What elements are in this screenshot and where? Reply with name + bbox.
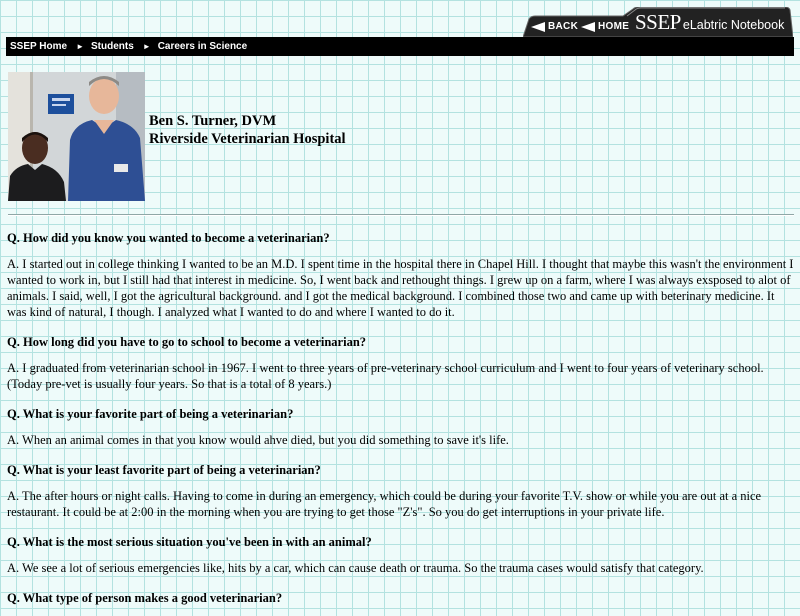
answer: A. I graduated from veterinarian school in 1967. I went to three years of pre-veterinary school curriculum and I went to four years of veterinary school. (Today pre-vet is usually four years. So that is a total of 8 years.)	[7, 361, 764, 391]
breadcrumb-students[interactable]: Students	[90, 41, 134, 52]
question: Q. What is your least favorite part of being a veterinarian?	[7, 463, 321, 477]
answer: A. When an animal comes in that you know would ahve died, but you did something to save it's life.	[7, 433, 509, 447]
profile-photo-illustration	[8, 72, 145, 201]
breadcrumb-separator-icon: ►	[142, 42, 151, 51]
question: Q. How long did you have to go to school to become a veterinarian?	[7, 335, 367, 349]
interview-content	[7, 230, 795, 616]
brand-logo: SSEP	[635, 10, 681, 34]
question: Q. What type of person makes a good veterinarian?	[7, 591, 283, 605]
answer: A. We see a lot of serious emergencies like, hits by a car, which can cause death or trauma. So the trauma cases would satisfy that category.	[7, 561, 704, 575]
question: Q. What is the most serious situation you've been in with an animal?	[7, 535, 372, 549]
answer: A. The after hours or night calls. Having to come in during an emergency, which could be during your favorite T.V. show or while you are out at a nice restaurant. It could be at 2:00 in the morning when you are trying to get those "Z's". So you do get interruptions in your private life.	[7, 489, 762, 519]
profile-name: Ben S. Turner, DVM	[149, 113, 277, 129]
profile-organization: Riverside Veterinarian Hospital	[149, 131, 346, 147]
question: Q. What is your favorite part of being a veterinarian?	[7, 407, 294, 421]
divider	[8, 214, 794, 216]
back-button[interactable]	[531, 21, 578, 32]
profile-info	[149, 112, 346, 148]
answer: A. I started out in college thinking I wanted to be an M.D. I spent time in the hospital there in Chapel Hill. I thought that maybe this wasn't the environment I wanted to work in, but I still had that interest in medicine. So, I went back and rethought things. I grew up on a farm, where I was always exsposed to alot of animals. I said, well, I got the agricultural background. and I got the medical background. I combined those two and came up with beterinary medicine. It was kind of natural, I though. I analyzed what I wanted to do and where I wanted to do it.	[7, 257, 794, 319]
site-subtitle: eLabtric Notebook	[682, 18, 785, 32]
home-arrow-icon	[581, 22, 595, 32]
breadcrumb-ssep-home[interactable]: SSEP Home	[10, 41, 68, 52]
back-label: BACK	[548, 21, 579, 32]
header-tab	[523, 7, 793, 37]
breadcrumb	[6, 37, 794, 56]
home-label: HOME	[598, 21, 630, 32]
back-arrow-icon	[531, 22, 545, 32]
home-button[interactable]	[581, 21, 629, 32]
breadcrumb-separator-icon: ►	[76, 42, 84, 51]
site-title[interactable]	[635, 10, 784, 35]
breadcrumb-careers-in-science[interactable]: Careers in Science	[157, 41, 248, 52]
question: Q. How did you know you wanted to become a veterinarian?	[7, 231, 330, 245]
profile-photo	[8, 72, 145, 201]
